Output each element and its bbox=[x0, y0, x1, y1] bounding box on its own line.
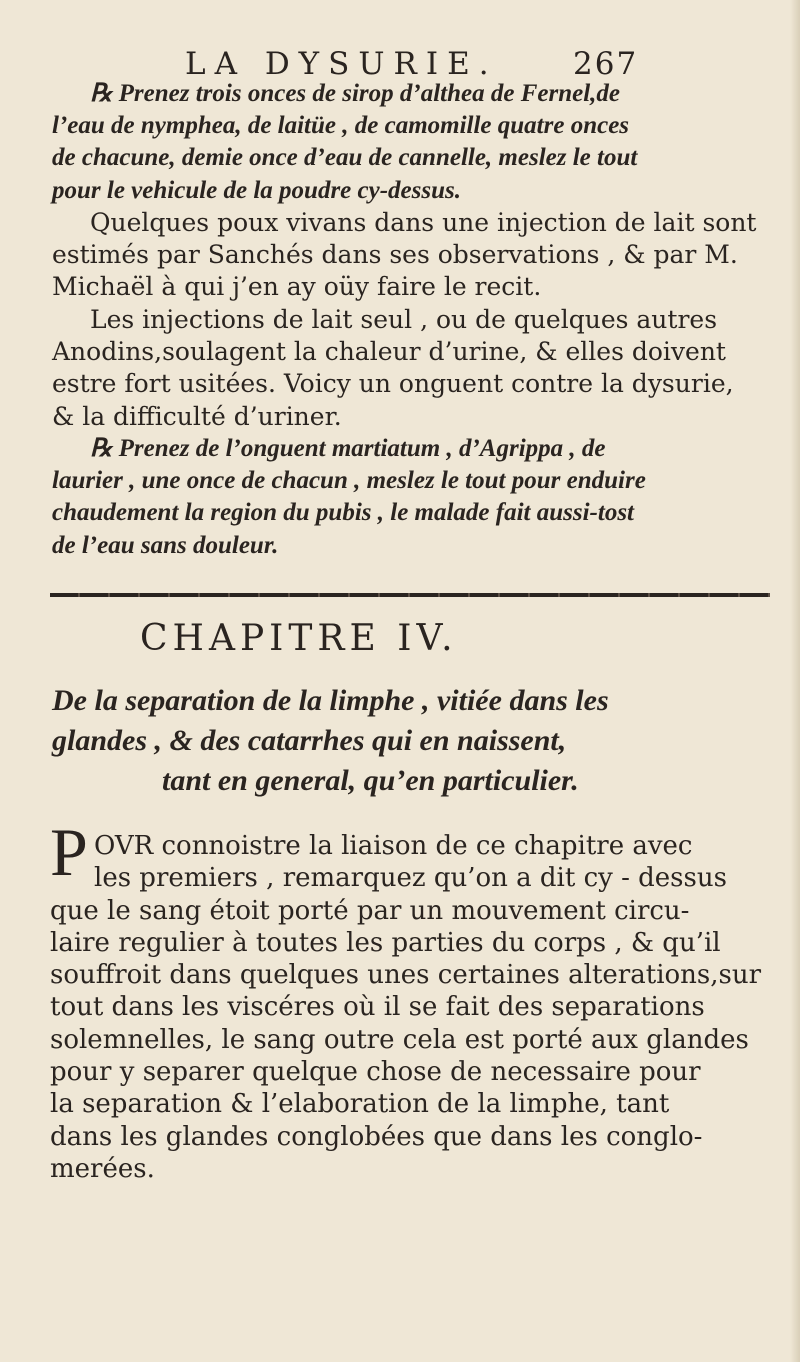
text-line: laire regulier à toutes les parties du corps , & qu’il bbox=[50, 927, 721, 958]
subtitle-line: tant en general, qu’en particulier. bbox=[162, 764, 579, 797]
text-line: solemnelles, le sang outre cela est porté aux glandes bbox=[50, 1024, 749, 1055]
text-line: dans les glandes conglobées que dans les conglo- bbox=[50, 1121, 703, 1152]
text-line: estimés par Sanchés dans ses observations , & par M. bbox=[52, 240, 738, 270]
prescription-1 bbox=[52, 78, 772, 207]
subtitle-line: De la separation de la limphe , vitiée dans les bbox=[52, 684, 609, 717]
paragraph-injections bbox=[52, 304, 772, 433]
text-line: les premiers , remarquez qu’on a dit cy - dessus bbox=[94, 863, 727, 894]
text-line: pour y separer quelque chose de necessaire pour bbox=[50, 1057, 701, 1088]
text-line: que le sang étoit porté par un mouvement circu- bbox=[50, 895, 690, 926]
text-line: Quelques poux vivans dans une injection de lait sont bbox=[90, 208, 757, 237]
text-line: Michaël à qui j’en ay oüy faire le recit. bbox=[52, 272, 542, 302]
text-line: l’eau de nymphea, de laitüe , de camomille quatre onces bbox=[52, 112, 630, 140]
text-line: tout dans les viscéres où il se fait des separations bbox=[50, 992, 705, 1023]
text-line: & la difficulté d’uriner. bbox=[52, 401, 342, 431]
text-line: Anodins,soulagent la chaleur d’urine, & elles doivent bbox=[52, 337, 726, 367]
text-line: pour le vehicule de la poudre cy-dessus. bbox=[52, 176, 461, 204]
text-line: merées. bbox=[50, 1153, 155, 1184]
page-number: 267 bbox=[573, 46, 639, 82]
text-line: laurier , une once de chacun , meslez le tout pour enduire bbox=[52, 467, 646, 495]
running-title: LA DYSURIE. bbox=[185, 46, 498, 82]
text-line: OVR connoistre la liaison de ce chapitre avec bbox=[94, 831, 693, 861]
text-line: chaudement la region du pubis , le malade fait aussi-tost bbox=[52, 499, 634, 527]
chapter-body bbox=[50, 830, 780, 1185]
text-line: la separation & l’elaboration de la limphe, tant bbox=[50, 1089, 670, 1120]
subtitle-line: glandes , & des catarrhes qui en naissent, bbox=[52, 724, 567, 757]
drop-cap: P bbox=[50, 814, 88, 890]
text-line: ℞ Prenez de l’onguent martiatum , d’Agrippa , de bbox=[90, 435, 606, 462]
section-divider bbox=[50, 593, 770, 597]
text-line: de chacune, demie once d’eau de cannelle, meslez le tout bbox=[52, 144, 638, 172]
text-line: souffroit dans quelques unes certaines alterations,sur bbox=[50, 960, 762, 991]
text-line: Les injections de lait seul , ou de quelques autres bbox=[90, 305, 718, 334]
page-edge bbox=[790, 0, 800, 1362]
text-line: ℞ Prenez trois onces de sirop d’althea de Fernel,de bbox=[90, 80, 621, 107]
text-line: estre fort usitées. Voicy un onguent contre la dysurie, bbox=[52, 369, 734, 399]
paragraph-poux bbox=[52, 207, 772, 304]
chapter-subtitle bbox=[52, 681, 772, 801]
chapter-heading: CHAPITRE IV. bbox=[140, 618, 458, 659]
prescription-2 bbox=[52, 433, 772, 562]
text-line: de l’eau sans douleur. bbox=[52, 531, 279, 559]
